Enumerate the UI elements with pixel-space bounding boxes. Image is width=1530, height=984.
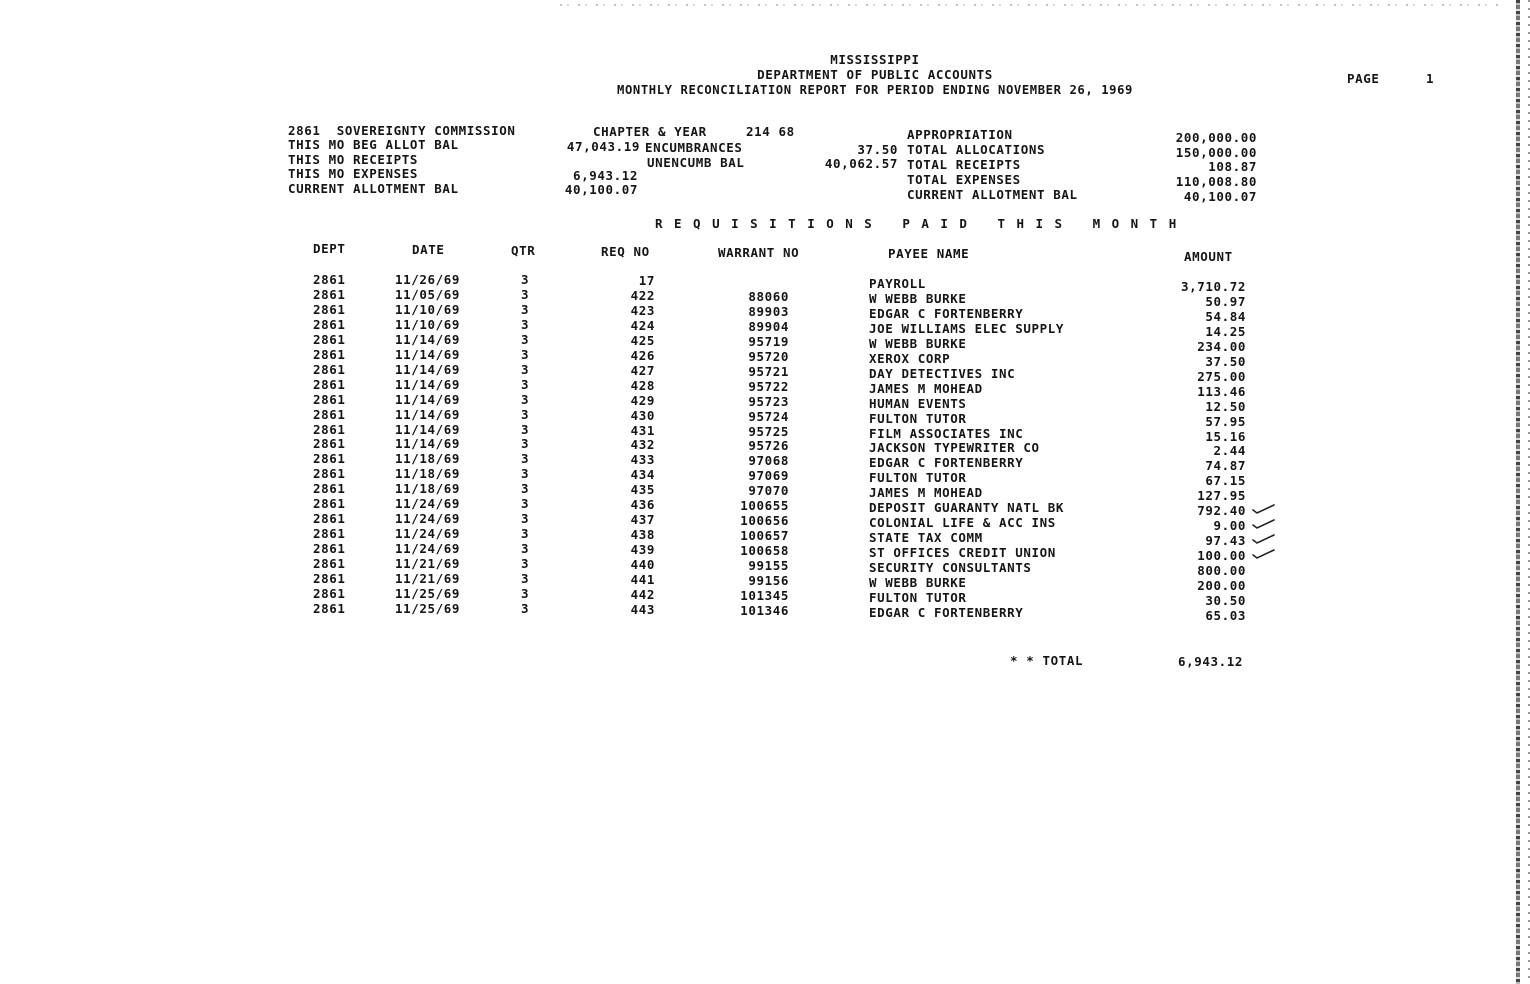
encumbrances-value: 37.50 bbox=[857, 142, 898, 157]
cell-payee-name: FULTON TUTOR bbox=[869, 589, 967, 605]
handwritten-checkmark-icon bbox=[1252, 500, 1276, 512]
cell-req-no: 428 bbox=[630, 377, 655, 393]
cell-date: 11/14/69 bbox=[395, 406, 461, 422]
cell-req-no: 427 bbox=[630, 362, 655, 378]
cell-date: 11/18/69 bbox=[395, 451, 461, 467]
cell-qtr: 3 bbox=[521, 585, 530, 601]
cell-date: 11/14/69 bbox=[395, 331, 461, 347]
cell-warrant-no: 89903 bbox=[748, 303, 789, 319]
total-label: * * TOTAL bbox=[1010, 653, 1084, 668]
cell-amount: 113.46 bbox=[1197, 383, 1246, 399]
total-allocations-value: 150,000.00 bbox=[1175, 145, 1257, 160]
section-title: REQUISITIONS PAID THIS MONTH bbox=[655, 216, 1188, 231]
cell-warrant-no: 100656 bbox=[740, 513, 789, 529]
cell-amount: 127.95 bbox=[1197, 488, 1246, 504]
cell-amount: 65.03 bbox=[1205, 607, 1246, 623]
cell-dept: 2861 bbox=[313, 406, 346, 422]
cell-dept: 2861 bbox=[313, 316, 346, 332]
cell-warrant-no: 100655 bbox=[740, 498, 789, 514]
beg-allot-bal-label: THIS MO BEG ALLOT BAL bbox=[288, 137, 459, 152]
cell-dept: 2861 bbox=[313, 541, 346, 557]
cell-req-no: 440 bbox=[630, 557, 655, 573]
total-allocations-label: TOTAL ALLOCATIONS bbox=[907, 142, 1046, 157]
cell-qtr: 3 bbox=[521, 526, 530, 542]
cell-req-no: 437 bbox=[630, 512, 655, 528]
cell-date: 11/24/69 bbox=[395, 496, 461, 512]
column-header-payee-name: PAYEE NAME bbox=[888, 246, 970, 261]
cell-amount: 57.95 bbox=[1205, 413, 1246, 429]
cell-warrant-no: 95722 bbox=[748, 378, 789, 394]
cell-date: 11/18/69 bbox=[395, 466, 461, 482]
cell-qtr: 3 bbox=[521, 466, 530, 482]
cell-warrant-no: 95723 bbox=[748, 393, 789, 409]
appropriation-value: 200,000.00 bbox=[1175, 130, 1257, 145]
agency-name: 2861 SOVEREIGNTY COMMISSION bbox=[288, 123, 516, 138]
cell-qtr: 3 bbox=[521, 421, 530, 437]
cell-dept: 2861 bbox=[313, 451, 346, 467]
cell-dept: 2861 bbox=[313, 526, 346, 542]
cell-payee-name: JACKSON TYPEWRITER CO bbox=[869, 440, 1040, 456]
cell-payee-name: ST OFFICES CREDIT UNION bbox=[869, 545, 1056, 561]
cell-payee-name: EDGAR C FORTENBERRY bbox=[869, 604, 1024, 620]
cell-payee-name: EDGAR C FORTENBERRY bbox=[869, 455, 1024, 471]
cell-dept: 2861 bbox=[313, 361, 346, 377]
current-allotment-bal-label: CURRENT ALLOTMENT BAL bbox=[907, 187, 1078, 202]
cell-warrant-no: 99156 bbox=[748, 573, 789, 588]
cell-warrant-no: 95724 bbox=[748, 408, 789, 424]
report-title: MONTHLY RECONCILIATION REPORT FOR PERIOD ENDING NOVEMBER 26, 1969 bbox=[617, 83, 1133, 97]
cell-date: 11/14/69 bbox=[395, 361, 461, 377]
cell-warrant-no: 88060 bbox=[748, 288, 789, 304]
cell-qtr: 3 bbox=[521, 600, 530, 616]
cell-warrant-no: 95721 bbox=[748, 363, 789, 379]
cell-qtr: 3 bbox=[521, 571, 530, 586]
cell-payee-name: FILM ASSOCIATES INC bbox=[869, 425, 1024, 441]
cell-amount: 50.97 bbox=[1205, 293, 1246, 309]
cell-payee-name: COLONIAL LIFE & ACC INS bbox=[869, 515, 1056, 531]
cell-req-no: 434 bbox=[630, 467, 655, 483]
column-header-amount: AMOUNT bbox=[1184, 249, 1233, 264]
column-header-warrant-no: WARRANT NO bbox=[718, 245, 800, 260]
cell-payee-name: STATE TAX COMM bbox=[869, 530, 983, 546]
cell-date: 11/05/69 bbox=[395, 286, 461, 302]
page-edge-shadow bbox=[1516, 0, 1520, 984]
cell-warrant-no: 99155 bbox=[748, 558, 789, 574]
cell-payee-name: PAYROLL bbox=[869, 276, 926, 291]
cell-warrant-no: 97068 bbox=[748, 453, 789, 469]
cell-amount: 97.43 bbox=[1205, 533, 1246, 549]
handwritten-checkmark-icon bbox=[1252, 545, 1276, 557]
total-expenses-label: TOTAL EXPENSES bbox=[907, 172, 1021, 187]
cell-req-no: 17 bbox=[638, 273, 655, 288]
total-receipts-label: TOTAL RECEIPTS bbox=[907, 157, 1021, 172]
cell-dept: 2861 bbox=[313, 511, 346, 527]
cell-qtr: 3 bbox=[521, 406, 530, 422]
cell-amount: 792.40 bbox=[1197, 503, 1246, 519]
cell-dept: 2861 bbox=[313, 421, 346, 437]
cell-payee-name: DEPOSIT GUARANTY NATL BK bbox=[869, 500, 1065, 516]
cell-dept: 2861 bbox=[313, 496, 346, 512]
cell-date: 11/14/69 bbox=[395, 391, 461, 407]
cell-warrant-no: 97069 bbox=[748, 468, 789, 484]
cell-warrant-no: 95720 bbox=[748, 348, 789, 364]
cell-dept: 2861 bbox=[313, 600, 346, 616]
cell-qtr: 3 bbox=[521, 556, 530, 572]
cell-amount: 67.15 bbox=[1205, 473, 1246, 489]
cell-date: 11/25/69 bbox=[395, 600, 461, 616]
cell-date: 11/14/69 bbox=[395, 436, 461, 452]
cell-dept: 2861 bbox=[313, 481, 346, 497]
appropriation-label: APPROPRIATION bbox=[907, 127, 1013, 142]
header-state: MISSISSIPPI bbox=[830, 52, 920, 67]
cell-req-no: 435 bbox=[630, 482, 655, 498]
cell-payee-name: XEROX CORP bbox=[869, 350, 951, 366]
cell-date: 11/14/69 bbox=[395, 376, 461, 392]
cell-req-no: 425 bbox=[630, 332, 655, 348]
cell-req-no: 439 bbox=[630, 542, 655, 558]
cell-warrant-no: 95726 bbox=[748, 438, 789, 454]
cell-amount: 14.25 bbox=[1205, 323, 1246, 339]
cell-qtr: 3 bbox=[521, 301, 530, 317]
cell-dept: 2861 bbox=[313, 346, 346, 362]
cell-dept: 2861 bbox=[313, 376, 346, 392]
column-header-dept: DEPT bbox=[313, 241, 346, 256]
cell-qtr: 3 bbox=[521, 361, 530, 377]
cell-amount: 15.16 bbox=[1205, 428, 1246, 444]
page-label: PAGE bbox=[1347, 71, 1380, 86]
cell-qtr: 3 bbox=[521, 436, 530, 452]
cell-warrant-no: 89904 bbox=[748, 318, 789, 334]
cell-warrant-no: 100657 bbox=[740, 528, 789, 544]
handwritten-checkmark-icon bbox=[1252, 515, 1276, 527]
cell-date: 11/24/69 bbox=[395, 526, 461, 542]
handwritten-checkmark-icon bbox=[1252, 530, 1276, 542]
cell-amount: 3,710.72 bbox=[1180, 279, 1246, 294]
cell-qtr: 3 bbox=[521, 286, 530, 302]
cell-qtr: 3 bbox=[521, 481, 530, 497]
cell-qtr: 3 bbox=[521, 376, 530, 392]
total-value: 6,943.12 bbox=[1177, 654, 1243, 669]
header-department: DEPARTMENT OF PUBLIC ACCOUNTS bbox=[757, 67, 993, 82]
cell-payee-name: W WEBB BURKE bbox=[869, 575, 967, 590]
cell-req-no: 442 bbox=[630, 586, 655, 602]
expenses-label: THIS MO EXPENSES bbox=[288, 166, 419, 181]
cell-dept: 2861 bbox=[313, 286, 346, 302]
cell-dept: 2861 bbox=[313, 571, 346, 586]
cell-req-no: 443 bbox=[630, 601, 655, 617]
cell-date: 11/26/69 bbox=[395, 272, 461, 287]
unencumb-bal-value: 40,062.57 bbox=[824, 156, 898, 171]
cell-warrant-no: 101346 bbox=[740, 602, 789, 618]
cell-warrant-no: 100658 bbox=[740, 543, 789, 559]
page-number: 1 bbox=[1426, 71, 1435, 86]
column-header-date: DATE bbox=[412, 242, 445, 257]
chapter-label: CHAPTER & YEAR bbox=[593, 124, 707, 139]
cell-qtr: 3 bbox=[521, 511, 530, 527]
cell-req-no: 430 bbox=[630, 407, 655, 423]
cell-req-no: 429 bbox=[630, 392, 655, 408]
cell-date: 11/24/69 bbox=[395, 511, 461, 527]
expenses-value: 6,943.12 bbox=[572, 168, 638, 183]
cell-amount: 74.87 bbox=[1205, 458, 1246, 474]
current-allot-bal-value: 40,100.07 bbox=[564, 182, 638, 197]
cell-payee-name: JAMES M MOHEAD bbox=[869, 485, 983, 501]
cell-payee-name: HUMAN EVENTS bbox=[869, 395, 967, 411]
cell-dept: 2861 bbox=[313, 436, 346, 452]
cell-amount: 37.50 bbox=[1205, 353, 1246, 369]
scan-noise bbox=[560, 4, 1500, 6]
cell-amount: 12.50 bbox=[1205, 398, 1246, 414]
cell-req-no: 441 bbox=[630, 572, 655, 587]
beg-allot-bal-value: 47,043.19 bbox=[566, 139, 640, 154]
cell-qtr: 3 bbox=[521, 346, 530, 362]
cell-payee-name: FULTON TUTOR bbox=[869, 410, 967, 426]
cell-qtr: 3 bbox=[521, 391, 530, 407]
cell-qtr: 3 bbox=[521, 316, 530, 332]
cell-qtr: 3 bbox=[521, 331, 530, 347]
cell-payee-name: SECURITY CONSULTANTS bbox=[869, 560, 1032, 576]
current-allotment-bal-value: 40,100.07 bbox=[1183, 189, 1257, 204]
column-header-qtr: QTR bbox=[511, 243, 536, 258]
cell-date: 11/21/69 bbox=[395, 556, 461, 572]
cell-qtr: 3 bbox=[521, 541, 530, 557]
cell-req-no: 436 bbox=[630, 497, 655, 513]
cell-payee-name: W WEBB BURKE bbox=[869, 335, 967, 351]
cell-amount: 275.00 bbox=[1197, 368, 1246, 384]
cell-req-no: 431 bbox=[630, 422, 655, 438]
cell-date: 11/25/69 bbox=[395, 585, 461, 601]
cell-dept: 2861 bbox=[313, 556, 346, 572]
cell-dept: 2861 bbox=[313, 301, 346, 317]
cell-req-no: 433 bbox=[630, 452, 655, 468]
encumbrances-label: ENCUMBRANCES bbox=[645, 140, 743, 155]
total-receipts-value: 108.87 bbox=[1208, 159, 1257, 174]
cell-req-no: 422 bbox=[630, 287, 655, 303]
cell-warrant-no: 95725 bbox=[748, 423, 789, 439]
cell-date: 11/10/69 bbox=[395, 301, 461, 317]
cell-amount: 234.00 bbox=[1197, 338, 1246, 354]
receipts-label: THIS MO RECEIPTS bbox=[288, 152, 419, 167]
cell-date: 11/14/69 bbox=[395, 421, 461, 437]
cell-qtr: 3 bbox=[521, 272, 530, 287]
cell-date: 11/21/69 bbox=[395, 571, 461, 586]
cell-req-no: 438 bbox=[630, 527, 655, 543]
cell-req-no: 424 bbox=[630, 317, 655, 333]
cell-qtr: 3 bbox=[521, 451, 530, 467]
chapter-value: 214 68 bbox=[746, 124, 795, 139]
cell-dept: 2861 bbox=[313, 272, 346, 287]
cell-date: 11/24/69 bbox=[395, 541, 461, 557]
cell-dept: 2861 bbox=[313, 466, 346, 482]
cell-req-no: 426 bbox=[630, 347, 655, 363]
cell-dept: 2861 bbox=[313, 331, 346, 347]
cell-date: 11/14/69 bbox=[395, 346, 461, 362]
cell-payee-name: DAY DETECTIVES INC bbox=[869, 365, 1016, 381]
cell-warrant-no: 97070 bbox=[748, 483, 789, 499]
cell-amount: 2.44 bbox=[1213, 443, 1246, 459]
cell-payee-name: FULTON TUTOR bbox=[869, 470, 967, 486]
unencumb-bal-label: UNENCUMB BAL bbox=[647, 155, 745, 170]
cell-payee-name: JAMES M MOHEAD bbox=[869, 380, 983, 396]
total-expenses-value: 110,008.80 bbox=[1175, 174, 1257, 189]
cell-amount: 54.84 bbox=[1205, 308, 1246, 324]
cell-date: 11/18/69 bbox=[395, 481, 461, 497]
cell-dept: 2861 bbox=[313, 391, 346, 407]
cell-amount: 200.00 bbox=[1197, 578, 1246, 593]
cell-date: 11/10/69 bbox=[395, 316, 461, 332]
cell-payee-name: W WEBB BURKE bbox=[869, 290, 967, 306]
cell-qtr: 3 bbox=[521, 496, 530, 512]
column-header-req-no: REQ NO bbox=[601, 244, 650, 259]
cell-req-no: 432 bbox=[630, 437, 655, 453]
cell-warrant-no: 95719 bbox=[748, 333, 789, 349]
cell-amount: 30.50 bbox=[1205, 592, 1246, 608]
cell-payee-name: EDGAR C FORTENBERRY bbox=[869, 305, 1024, 321]
current-allot-bal-label: CURRENT ALLOTMENT BAL bbox=[288, 181, 459, 196]
cell-payee-name: JOE WILLIAMS ELEC SUPPLY bbox=[869, 320, 1065, 336]
cell-amount: 100.00 bbox=[1197, 548, 1246, 564]
cell-req-no: 423 bbox=[630, 302, 655, 318]
cell-amount: 9.00 bbox=[1213, 518, 1246, 534]
cell-warrant-no: 101345 bbox=[740, 587, 789, 603]
cell-amount: 800.00 bbox=[1197, 563, 1246, 579]
cell-dept: 2861 bbox=[313, 585, 346, 601]
